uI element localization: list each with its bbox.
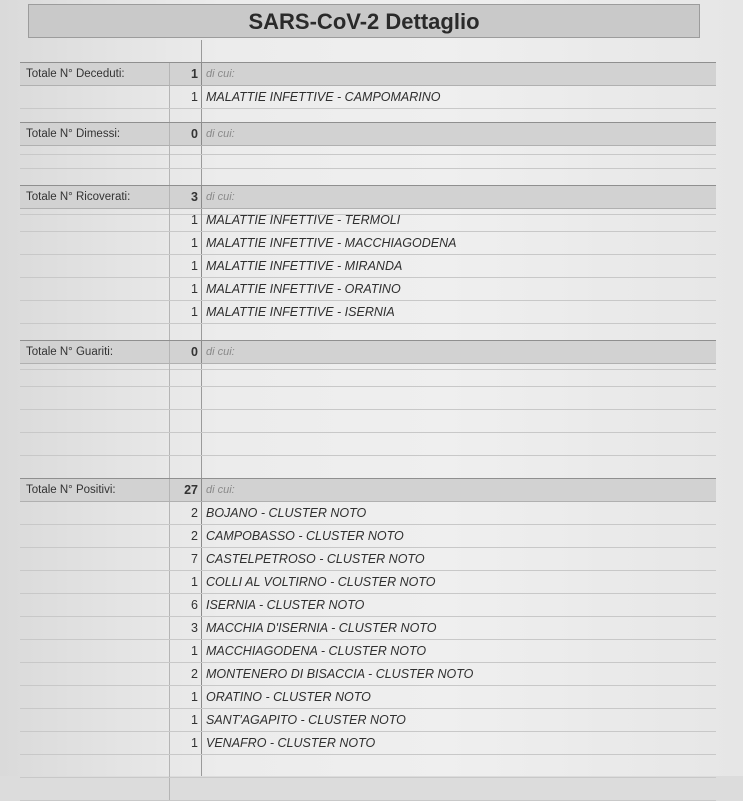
row-count: 6 bbox=[170, 594, 202, 616]
table-row bbox=[20, 709, 716, 732]
row-description: VENAFRO - CLUSTER NOTO bbox=[206, 736, 376, 750]
empty-cell bbox=[20, 364, 170, 386]
row-count: 1 bbox=[170, 709, 202, 731]
row-count: 2 bbox=[170, 663, 202, 685]
row-description: ORATINO - CLUSTER NOTO bbox=[206, 690, 371, 704]
table-row bbox=[20, 594, 716, 617]
empty-row bbox=[20, 146, 716, 169]
empty-row bbox=[20, 755, 716, 778]
empty-cell bbox=[20, 301, 170, 323]
table-row bbox=[20, 548, 716, 571]
empty-cell bbox=[20, 755, 170, 777]
section-total: 3 bbox=[170, 186, 202, 208]
row-count: 1 bbox=[170, 209, 202, 231]
empty-cell bbox=[20, 433, 170, 455]
di-cui-label: di cui: bbox=[206, 191, 235, 203]
empty-cell bbox=[20, 571, 170, 593]
empty-cell bbox=[20, 410, 170, 432]
row-description: MACCHIAGODENA - CLUSTER NOTO bbox=[206, 644, 427, 658]
empty-cell bbox=[20, 778, 170, 800]
empty-cell bbox=[20, 278, 170, 300]
row-count: 1 bbox=[170, 278, 202, 300]
row-count: 1 bbox=[170, 640, 202, 662]
section-4 bbox=[20, 478, 716, 801]
table-row bbox=[20, 86, 716, 109]
empty-cell bbox=[20, 525, 170, 547]
empty-cell bbox=[20, 502, 170, 524]
section-header bbox=[20, 479, 716, 502]
di-cui-label: di cui: bbox=[206, 68, 235, 80]
table-row bbox=[20, 663, 716, 686]
empty-cell bbox=[20, 86, 170, 108]
table-row bbox=[20, 209, 716, 232]
table-row bbox=[20, 617, 716, 640]
empty-row bbox=[20, 433, 716, 456]
empty-row bbox=[20, 456, 716, 479]
table-row bbox=[20, 686, 716, 709]
empty-cell bbox=[20, 663, 170, 685]
empty-cell bbox=[20, 387, 170, 409]
table-row bbox=[20, 301, 716, 324]
row-description: MALATTIE INFETTIVE - ORATINO bbox=[206, 282, 401, 296]
table-row bbox=[20, 525, 716, 548]
row-count: 2 bbox=[170, 525, 202, 547]
table-row bbox=[20, 278, 716, 301]
row-count: 1 bbox=[170, 86, 202, 108]
table-row bbox=[20, 502, 716, 525]
row-count: 3 bbox=[170, 617, 202, 639]
empty-cell bbox=[20, 146, 170, 168]
empty-cell bbox=[20, 617, 170, 639]
row-description: MONTENERO DI BISACCIA - CLUSTER NOTO bbox=[206, 667, 474, 681]
row-count: 1 bbox=[170, 232, 202, 254]
row-count: 2 bbox=[170, 502, 202, 524]
table-row bbox=[20, 232, 716, 255]
page-title: SARS-CoV-2 Dettaglio bbox=[28, 4, 700, 38]
table-row bbox=[20, 255, 716, 278]
table-row bbox=[20, 571, 716, 594]
section-total: 0 bbox=[170, 123, 202, 145]
empty-cell bbox=[20, 232, 170, 254]
section-total: 1 bbox=[170, 63, 202, 85]
empty-row bbox=[20, 364, 716, 387]
row-count: 1 bbox=[170, 686, 202, 708]
table-row bbox=[20, 732, 716, 755]
di-cui-label: di cui: bbox=[206, 484, 235, 496]
empty-cell bbox=[20, 255, 170, 277]
row-description: MALATTIE INFETTIVE - ISERNIA bbox=[206, 305, 395, 319]
row-description: ISERNIA - CLUSTER NOTO bbox=[206, 598, 365, 612]
empty-cell bbox=[20, 548, 170, 570]
row-count: 1 bbox=[170, 732, 202, 754]
section-label: Totale N° Deceduti: bbox=[20, 63, 170, 85]
empty-cell bbox=[20, 594, 170, 616]
empty-cell bbox=[20, 686, 170, 708]
row-count: 1 bbox=[170, 301, 202, 323]
empty-cell bbox=[20, 732, 170, 754]
section-label: Totale N° Guariti: bbox=[20, 341, 170, 363]
table-row bbox=[20, 640, 716, 663]
row-description: MACCHIA D'ISERNIA - CLUSTER NOTO bbox=[206, 621, 437, 635]
di-cui-label: di cui: bbox=[206, 346, 235, 358]
section-label: Totale N° Positivi: bbox=[20, 479, 170, 501]
empty-cell bbox=[20, 456, 170, 478]
empty-row bbox=[20, 410, 716, 433]
di-cui-label: di cui: bbox=[206, 128, 235, 140]
section-header bbox=[20, 186, 716, 209]
section-label: Totale N° Dimessi: bbox=[20, 123, 170, 145]
section-total: 27 bbox=[170, 479, 202, 501]
empty-cell bbox=[20, 709, 170, 731]
row-description: MALATTIE INFETTIVE - CAMPOMARINO bbox=[206, 90, 441, 104]
row-description: MALATTIE INFETTIVE - MIRANDA bbox=[206, 259, 403, 273]
empty-row bbox=[20, 778, 716, 801]
section-header bbox=[20, 123, 716, 146]
row-description: MALATTIE INFETTIVE - TERMOLI bbox=[206, 213, 401, 227]
empty-row bbox=[20, 387, 716, 410]
section-header bbox=[20, 341, 716, 364]
section-total: 0 bbox=[170, 341, 202, 363]
section-header bbox=[20, 63, 716, 86]
empty-cell bbox=[20, 640, 170, 662]
row-count: 1 bbox=[170, 571, 202, 593]
row-count: 1 bbox=[170, 255, 202, 277]
row-description: SANT'AGAPITO - CLUSTER NOTO bbox=[206, 713, 406, 727]
row-description: CAMPOBASSO - CLUSTER NOTO bbox=[206, 529, 404, 543]
row-description: MALATTIE INFETTIVE - MACCHIAGODENA bbox=[206, 236, 457, 250]
row-count: 7 bbox=[170, 548, 202, 570]
row-description: CASTELPETROSO - CLUSTER NOTO bbox=[206, 552, 425, 566]
row-description: COLLI AL VOLTIRNO - CLUSTER NOTO bbox=[206, 575, 436, 589]
row-description: BOJANO - CLUSTER NOTO bbox=[206, 506, 367, 520]
section-label: Totale N° Ricoverati: bbox=[20, 186, 170, 208]
empty-cell bbox=[20, 209, 170, 231]
